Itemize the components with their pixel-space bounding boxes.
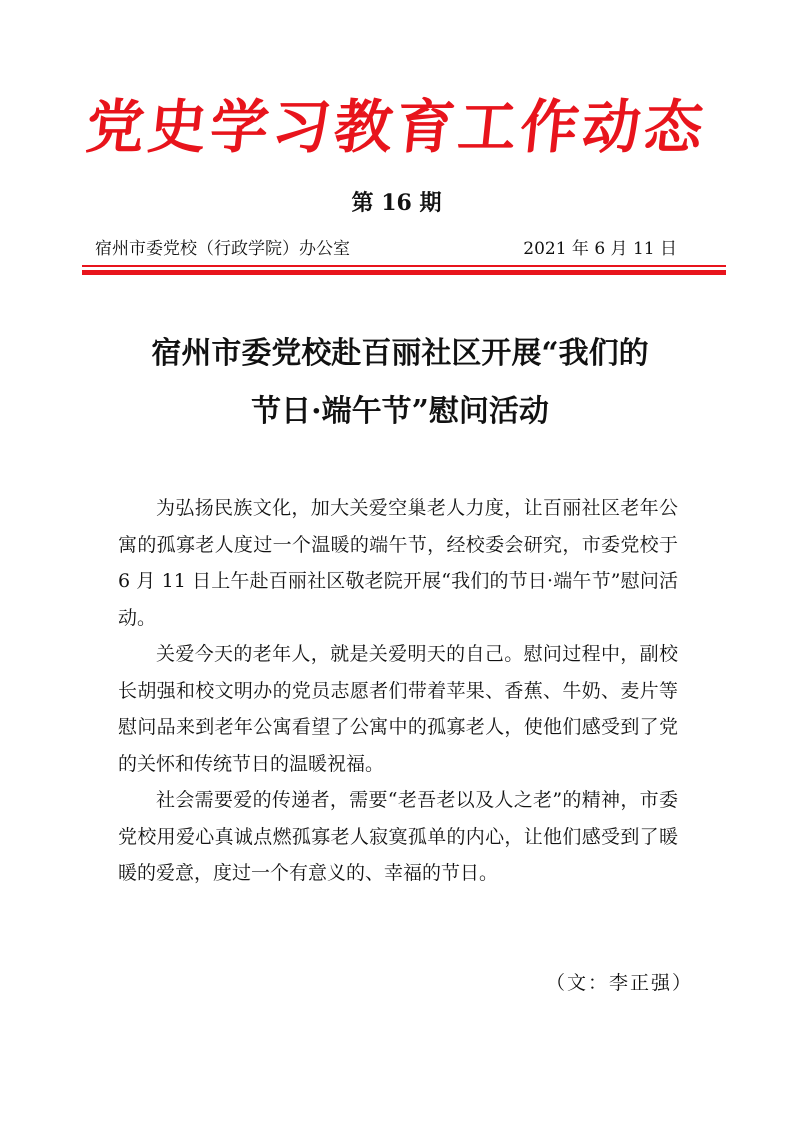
paragraph-1: 为弘扬民族文化，加大关爱空巢老人力度，让百丽社区老年公寓的孤寡老人度过一个温暖的端午节，经校委会研究，市委党校于 6 月 11 日上午赴百丽社区敬老院开展“我们的节日·端午节”慰问活动。: [118, 497, 678, 629]
issue-number: 第 16 期: [351, 190, 442, 216]
red-divider-thin: [82, 265, 726, 267]
masthead-title: 党史学习教育工作动态: [82, 93, 711, 161]
red-divider-thick: [82, 270, 726, 275]
article-body: [118, 490, 678, 892]
issue-date: 2021 年 6 月 11 日: [523, 239, 677, 259]
headline-line-1: 宿州市委党校赴百丽社区开展“我们的: [151, 336, 649, 371]
headline-line-2: 节日·端午节”慰问活动: [251, 394, 549, 429]
article-headline: [100, 325, 700, 441]
paragraph-2: 关爱今天的老年人，就是关爱明天的自己。慰问过程中，副校长胡强和校文明办的党员志愿者们带着苹果、香蕉、牛奶、麦片等慰问品来到老年公寓看望了公寓中的孤寡老人，使他们感受到了党的关怀和传统节日的温暖祝福。: [118, 643, 678, 775]
meta-row: [95, 236, 677, 262]
paragraph-3: 社会需要爱的传递者，需要“老吾老以及人之老”的精神，市委党校用爱心真诚点燃孤寡老人寂寞孤单的内心，让他们感受到了暖暖的爱意，度过一个有意义的、幸福的节日。: [118, 789, 678, 884]
article-byline: （文：李正强）: [545, 972, 693, 994]
issuing-organization: 宿州市委党校（行政学院）办公室: [95, 239, 350, 259]
